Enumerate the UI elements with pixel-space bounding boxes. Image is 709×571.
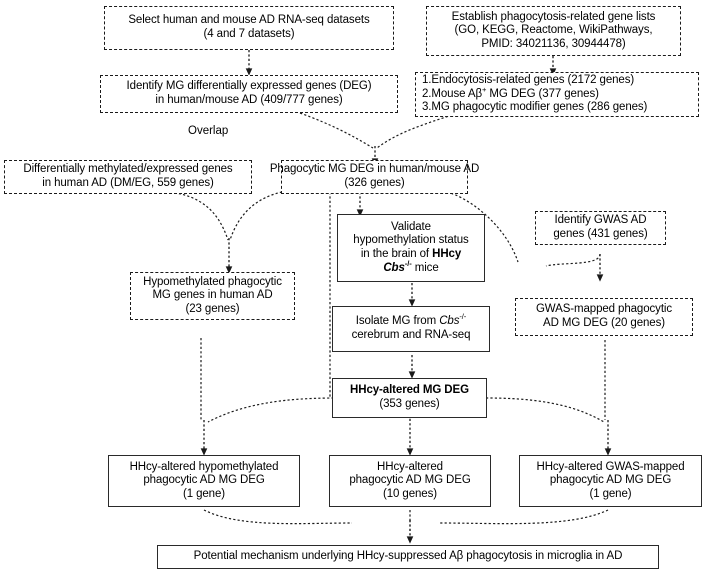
node-line: (10 genes) (383, 487, 437, 500)
node-phagocytic-deg (269, 160, 480, 194)
node-hypo-phago (130, 272, 295, 320)
node-line: AD MG DEG (20 genes) (543, 317, 665, 329)
edge-phagocyticdeg-to-hypojunction (230, 192, 282, 240)
node-conclusion (157, 545, 659, 569)
node-line: (GO, KEGG, Reactome, WikiPathways, (454, 24, 653, 37)
node-line: HHcy-altered MG DEG (350, 384, 469, 397)
node-line: 2.Mouse Aβ+ MG DEG (377 genes) (422, 84, 599, 100)
node-line: phagocytic AD MG DEG (549, 474, 672, 487)
edge-dmeg-to-hypojunction (170, 192, 228, 240)
edge-genelists-to-overlap (377, 115, 452, 148)
node-line: cerebrum and RNA-seq (351, 329, 471, 341)
node-line: (326 genes) (344, 177, 405, 189)
node-line: Differentially methylated/expressed genes (23, 163, 233, 176)
node-line: Select human and mouse AD RNA-seq datasets (128, 14, 370, 27)
node-establish-lists (426, 6, 681, 56)
node-line: phagocytic AD MG DEG (349, 474, 471, 487)
node-line: (23 genes) (185, 302, 240, 315)
node-line: (1 gene) (589, 487, 632, 500)
node-line: (4 and 7 datasets) (203, 28, 295, 40)
node-line: Identify GWAS AD (554, 214, 647, 227)
node-line: PMID: 34021136, 30944478) (481, 37, 626, 50)
node-line: MG genes in human AD (152, 289, 273, 302)
edge-resultgwas-to-collector (440, 510, 608, 524)
node-line: in human AD (DM/EG, 559 genes) (42, 177, 214, 189)
node-dm-eg (4, 160, 252, 194)
node-identify-deg (100, 75, 398, 113)
node-line: in the brain of HHcy (360, 248, 462, 260)
node-hhcy-mg-deg (332, 378, 487, 418)
node-line: Establish phagocytosis-related gene lists (451, 10, 656, 23)
node-line: genes (431 genes) (553, 228, 648, 240)
node-gwas-ad (535, 211, 666, 245)
edge-resulthypo-to-collector (204, 510, 352, 524)
edge-hhcymgdeg-right (486, 398, 604, 422)
node-line: HHcy-altered hypomethylated (129, 460, 279, 473)
node-line: Identify MG differentially expressed genes (DEG) (126, 80, 372, 93)
edge-label-overlap: Overlap (188, 125, 229, 137)
node-line: (353 genes) (379, 398, 440, 410)
node-line: hypomethylation status (353, 234, 469, 247)
node-line: Cbs-/- mice (383, 258, 439, 274)
node-line: HHcy-altered GWAS-mapped (536, 460, 685, 473)
node-select-datasets (104, 6, 394, 50)
node-line: 1.Endocytosis-related genes (2172 genes) (422, 74, 635, 87)
node-isolate-mg (332, 306, 490, 352)
edge-hhcymgdeg-left (208, 398, 338, 422)
node-line: Hypomethylated phagocytic (143, 275, 282, 288)
node-line: phagocytic AD MG DEG (143, 474, 265, 487)
node-validate (337, 214, 485, 282)
node-line: Isolate MG from Cbs-/- (355, 312, 467, 328)
edge-gwasad-to-gwasjunction (546, 254, 600, 266)
node-gene-lists (415, 72, 699, 117)
node-gwas-mapped (515, 298, 693, 336)
node-line: Validate (391, 220, 431, 233)
node-line: HHcy-altered (377, 460, 443, 473)
node-line: GWAS-mapped phagocytic (535, 303, 673, 316)
node-result-phago (329, 455, 491, 507)
node-line: Potential mechanism underlying HHcy-suppressed Aβ phagocytosis in microglia in AD (193, 550, 623, 563)
node-line: Phagocytic MG DEG in human/mouse AD (269, 163, 480, 176)
node-line: 3.MG phagocytic modifier genes (286 genes) (422, 101, 648, 114)
node-result-gwas (519, 455, 702, 507)
node-result-hypo (108, 455, 300, 507)
node-line: in human/mouse AD (409/777 genes) (155, 94, 343, 106)
edge-identifydeg-to-overlap (300, 113, 373, 148)
node-line: (1 gene) (182, 487, 226, 500)
